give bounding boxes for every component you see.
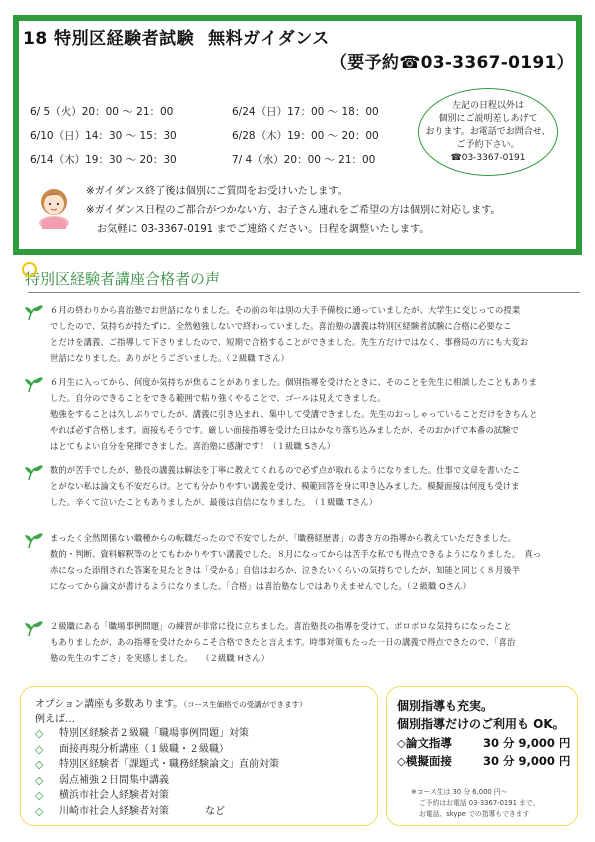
guidance-title [23,24,330,49]
testimonial-line: まったく全然関係ない職種からの転職だったので不安でしたが、「職務経歴書」の書き方の指導から教えていただきました。 [50,533,517,543]
list-item [35,742,279,758]
sprout-icon [24,302,44,322]
price-row [397,735,570,751]
diamond-icon: ◇ [35,789,44,802]
schedule-item: 6/ 5（火）20：00 ～ 21：00 [30,106,174,118]
testimonial-line: はとてもよい自分を発揮できました。喜治塾に感謝です！（１級職 Sさん） [50,441,336,451]
testimonial-line: 数的が苦手でしたが、塾長の講義は解法を丁寧に教えてくれるので必ず点が取れるようになりました。仕事で文章を書いたこ [50,465,521,475]
options-eg: 例えば… [35,714,75,725]
voices-heading [25,268,220,289]
list-item [35,773,279,789]
testimonial-line: 塾の先生のすごさ」を実感しました。 （２級職 Hさん） [50,653,270,663]
schedule-item: 6/14（木）19：30 ～ 20：30 [30,154,177,166]
list-item [35,726,279,742]
guidance-title-main: 18 特別区経験者試験 [23,29,195,49]
price-label: ◇論文指導 [397,736,452,750]
testimonial-line: やれば必ず合格します。面接もそうです。厳しい面接指導を受けた日はかなり落ち込みましたが、そのおかげで本番の試験で [50,425,519,435]
oval-phone[interactable]: ☎03-3367-0191 [450,152,526,163]
oval-line: おります。お電話でお問合せ、 [425,126,551,137]
individual-subheading: 個別指導だけのご利用も OK。 [397,717,565,731]
contact-oval [418,88,558,176]
price-label: ◇模擬面接 [397,754,452,768]
testimonial-line: 赤になった添削された答案を見たときは「受かる」自信はおろか、泣きたいくらいの気持ちでしたが、知能と同じく８月後半 [50,565,521,575]
oval-line: ご予約下さい。 [456,139,520,150]
option-label: 特別区経験者「課題式・職務経験論文」直前対策 [59,759,279,770]
testimonial-line: とがない私は論文も不安だらけ。とても分かりやすい講義を受け、模範回答を身に叩き込みました。模擬面接は何度も受けま [50,481,520,491]
testimonial-line: ６月生に入ってから、何度か気持ちが焦ることがありました。個別指導を受けたときに、そのことを先生に相談したこともありま [50,377,538,387]
individual-note [411,787,539,820]
option-label: 特別区経験者２級職「職場事例問題」対策 [59,728,249,739]
oval-line: 個別にご説明差しあげて [438,113,538,124]
testimonial-line: になってから論文が書けるようになりました。「合格」は喜治塾なしではありえませんでした。（２級職 Oさん） [50,581,471,591]
options-title-text: オプション講座も多数あります。 [35,699,184,710]
note-line: ※コース生は 30 分 6,000 円～ [411,788,508,796]
diamond-icon: ◇ [35,727,44,740]
option-label: 面接再現分析講座（１級職・２級職） [59,743,229,755]
sprout-icon [24,462,44,482]
diamond-icon: ◇ [35,804,44,818]
list-item [35,788,279,804]
testimonial-line: もありましたが、あの指導を受けたからこそ合格できたと言えます。時事対策もたった一日の講義で得点できたので、「喜治 [50,637,516,647]
guidance-note: ※ガイダンス日程のご都合がつかない方、お子さん連れをご希望の方は個別に対応します。 [86,205,501,216]
testimonial-line: とだけを講義、ご指導して下さりましたので、短期で合格することができました。先生方だけではなく、事務局の方にも大変お [50,337,529,347]
options-list [35,726,279,819]
options-box [20,686,378,826]
testimonial-line: 勉強をすることは久しぶりでしたが、講義に引き込まれ、集中して受講できました。先生のおっしゃっていることだけをきちんと [50,409,538,419]
diamond-icon: ◇ [35,773,44,787]
staff-avatar-icon [34,183,74,229]
sprout-icon [24,530,44,550]
schedule-item: 6/24（日）17：00 ～ 18：00 [232,106,379,118]
guidance-title-sub: 無料ガイダンス [208,29,330,49]
testimonial-line: でしたので、気持ちが持たずに、全然勉強しないで終わっていました。喜治塾の講義は特別区経験者試験に合格に必要なこ [50,321,512,331]
schedule-item: 7/ 4（水）20：00 ～ 21：00 [232,154,376,166]
voices-heading-text: 特別区経験者講座合格者の声 [25,270,221,288]
testimonial-line: 数的・判断、資料解釈等のとてもわかりやすい講義でした。８月になってからは苦手な私でも得点できるようになりました。 真っ [50,549,542,559]
price-value: 30 分 9,000 円 [483,736,571,750]
list-item [35,757,279,773]
options-extra: など [205,805,225,817]
diamond-icon: ◇ [35,742,44,756]
price-value: 30 分 9,000 円 [483,754,571,768]
guidance-notes [86,182,501,239]
schedule-item: 6/28（木）19：00 ～ 20：00 [232,130,379,142]
guidance-note: ※ガイダンス終了後は個別にご質問をお受けいたします。 [86,186,348,197]
diamond-icon: ◇ [35,758,44,771]
oval-line: 左記の日程以外は [451,100,524,111]
heading-underline [28,292,580,293]
ring-icon [22,262,37,277]
testimonial-line: ２級職にある「職場事例問題」の練習が非常に役に立ちました。喜治塾長の指導を受けて、ボロボロな気持ちになったこと [50,621,512,631]
sprout-icon [24,618,44,638]
note-line: お電話、skype での指導もできます [419,810,530,818]
price-row [397,753,570,769]
guidance-note: お気軽に 03-3367-0191 までご連絡ください。日程を調整いたします。 [97,224,430,235]
sprout-icon [24,374,44,394]
guidance-phone[interactable]: （要予約☎03-3367-0191） [330,53,574,73]
option-label: 横浜市社会人経験者対策 [59,790,169,801]
options-title-note: （コース生価格での受講ができます） [183,700,307,709]
list-item [35,804,279,820]
note-line: ご予約はお電話 03-3367-0191 まで。 [419,799,540,807]
options-title [35,695,307,710]
testimonial-line: した。辛くて泣いたこともありましたが、最後は自信になりました。 （１級職 Tさん） [50,497,378,507]
testimonial-line: ６月の終わりから喜治塾でお世話になりました。その前の年は別の大手予備校に通っていましたが、大学生に交じっての授業 [50,305,521,315]
option-label: 弱点補強２日間集中講義 [59,774,169,786]
schedule-left [30,100,177,172]
testimonial-line: した。自分のできることをできる範囲で粘り強くやることで、ゴールは見えてきました。 [50,393,386,403]
option-label: 川崎市社会人経験者対策 [59,805,169,817]
schedule-right [232,100,379,172]
individual-heading: 個別指導も充実。 [397,699,494,713]
individual-box [386,686,578,826]
schedule-item: 6/10（日）14：30 ～ 15：30 [30,130,177,142]
testimonial-line: 世話になりました。ありがとうございました。（２級職 Tさん） [50,353,289,363]
